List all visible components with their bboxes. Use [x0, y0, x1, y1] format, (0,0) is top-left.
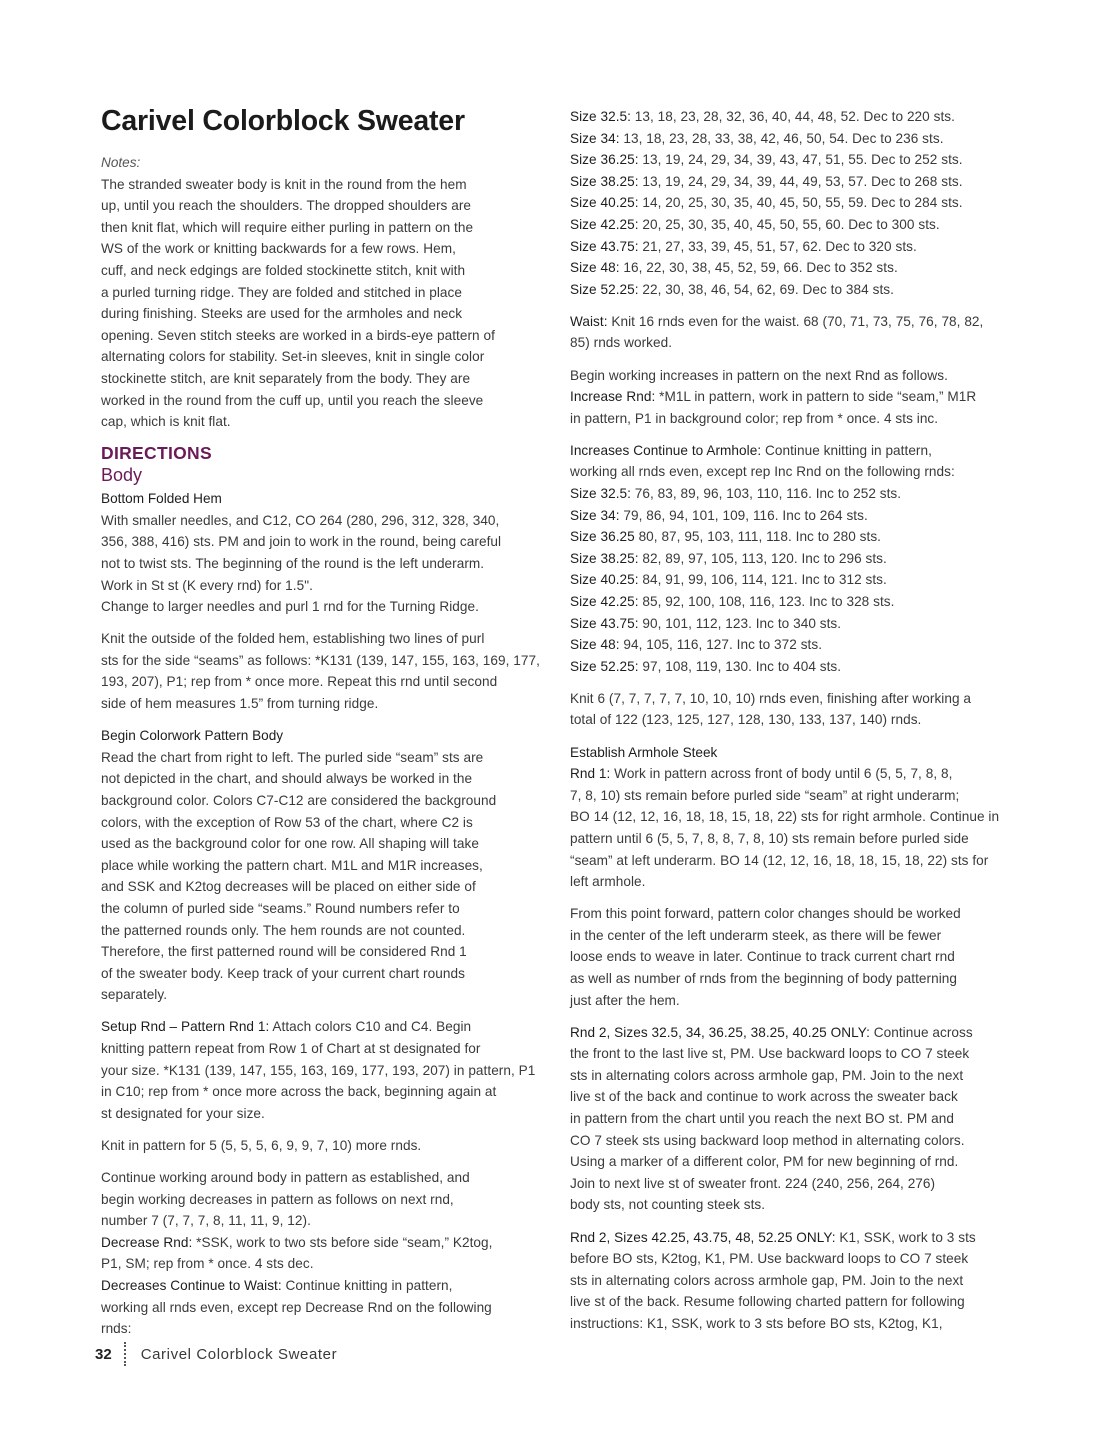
rnd1-label: Rnd 1: — [570, 766, 611, 782]
rnd1-line: pattern until 6 (5, 5, 7, 8, 8, 7, 8, 10) sts remain before purled side — [570, 830, 969, 846]
increase-rnd-line: in pattern, P1 in background color; rep from * once. 4 sts inc. — [570, 410, 939, 426]
rnd2a-label: Rnd 2, Sizes 32.5, 34, 36.25, 38.25, 40.25 ONLY: — [570, 1024, 870, 1040]
size-values: 13, 19, 24, 29, 34, 39, 43, 47, 51, 55. Dec to 252 sts. — [638, 152, 963, 168]
size-label: Size 43.75: — [570, 615, 639, 631]
rnd1-line: 7, 8, 10) sts remain before purled side “seam” at right underarm; — [570, 787, 960, 803]
size-values: 14, 20, 25, 30, 35, 40, 45, 50, 55, 59. Dec to 284 sts. — [638, 195, 963, 211]
size-values: 13, 18, 23, 28, 33, 38, 42, 46, 50, 54. Dec to 236 sts. — [619, 130, 944, 146]
left-column — [101, 104, 539, 1340]
colorwork-line: the column of purled side “seams.” Round numbers refer to — [101, 900, 460, 916]
colorwork-line: colors, with the exception of Row 53 of the chart, where C2 is — [101, 814, 473, 830]
decrease-rnd-label: Decrease Rnd: — [101, 1234, 193, 1250]
notes-line: during finishing. Steeks are used for the armholes and neck — [101, 306, 463, 322]
footer-title: Carivel Colorblock Sweater — [140, 1345, 338, 1363]
rnd2b-line: instructions: K1, SSK, work to 3 sts before BO sts, K2tog, K1, — [570, 1315, 943, 1331]
size-label: Size 34: — [570, 507, 620, 523]
increase-rnd-label: Increase Rnd: — [570, 389, 656, 405]
size-values: 97, 108, 119, 130. Inc to 404 sts. — [638, 658, 842, 674]
colorwork-line: not depicted in the chart, and should always be worked in the — [101, 771, 473, 787]
waist-text: Knit 16 rnds even for the waist. 68 (70, 71, 73, 75, 76, 78, 82, — [607, 313, 984, 329]
rnd2a-line: sts in alternating colors across armhole gap, PM. Join to the next — [570, 1067, 964, 1083]
outside-hem-line: side of hem measures 1.5” from turning ridge. — [101, 696, 379, 712]
decreases-waist-line: working all rnds even, except rep Decrease Rnd on the following — [101, 1299, 492, 1315]
dec-size-row — [570, 149, 1010, 171]
size-values: 84, 91, 99, 106, 114, 121. Inc to 312 sts. — [638, 572, 887, 588]
notes-line: cuff, and neck edgings are folded stockinette stitch, knit with — [101, 262, 466, 278]
inc-size-row — [570, 634, 1010, 656]
colorwork-line: used as the background color for one row. All shaping will take — [101, 836, 479, 852]
waist-line: 85) rnds worked. — [570, 335, 673, 351]
forward-line: just after the hem. — [570, 992, 680, 1008]
colorwork-line: background color. Colors C7-C12 are considered the background — [101, 792, 497, 808]
dec-size-row — [570, 128, 1010, 150]
setup-line: your size. *K131 (139, 147, 155, 163, 169, 177, 193, 207) in pattern, P1 — [101, 1062, 536, 1078]
rnd2a-line: body sts, not counting steek sts. — [570, 1197, 766, 1213]
dec-size-row — [570, 257, 1010, 279]
increase-intro: Begin working increases in pattern on the next Rnd as follows. — [570, 367, 948, 383]
decrease-rnd-line — [101, 1232, 539, 1254]
size-label: Size 38.25: — [570, 173, 639, 189]
rnd2b-label: Rnd 2, Sizes 42.25, 43.75, 48, 52.25 ONLY: — [570, 1229, 836, 1245]
notes-paragraph — [101, 174, 539, 433]
inc-armhole-paragraph — [570, 440, 1010, 678]
size-label: Size 43.75: — [570, 238, 639, 254]
armhole-heading: Establish Armhole Steek — [570, 744, 718, 760]
rnd2b-line: sts in alternating colors across armhole gap, PM. Join to the next — [570, 1272, 964, 1288]
rnd2a-line: CO 7 steek sts using backward loop method in alternating colors. — [570, 1132, 965, 1148]
notes-line: opening. Seven stitch steeks are worked in a birds-eye pattern of — [101, 327, 495, 343]
decrease-rnd-text: *SSK, work to two sts before side “seam,” K2tog, — [192, 1234, 493, 1250]
size-label: Size 52.25: — [570, 281, 639, 297]
size-values: 21, 27, 33, 39, 45, 51, 57, 62. Dec to 320 sts. — [638, 238, 917, 254]
colorwork-heading: Begin Colorwork Pattern Body — [101, 728, 284, 744]
hem-paragraph — [101, 510, 539, 618]
hem-line: 356, 388, 416) sts. PM and join to work in the round, being careful — [101, 534, 502, 550]
outside-hem-line: sts for the side “seams” as follows: *K131 (139, 147, 155, 163, 169, 177, — [101, 652, 540, 668]
colorwork-line: Therefore, the first patterned round will be considered Rnd 1 — [101, 944, 467, 960]
decreases-waist-line: rnds: — [101, 1321, 132, 1337]
inc-armhole-label: Increases Continue to Armhole: — [570, 442, 762, 458]
hem-line: With smaller needles, and C12, CO 264 (280, 296, 312, 328, 340, — [101, 512, 500, 528]
rnd1-paragraph — [570, 763, 1010, 893]
size-values: 94, 105, 116, 127. Inc to 372 sts. — [619, 637, 823, 653]
size-values: 13, 19, 24, 29, 34, 39, 44, 49, 53, 57. Dec to 268 sts. — [638, 173, 963, 189]
colorwork-line: separately. — [101, 987, 168, 1003]
size-label: Size 42.25: — [570, 593, 639, 609]
setup-line: st designated for your size. — [101, 1105, 265, 1121]
colorwork-paragraph — [101, 747, 539, 1006]
dec-size-row — [570, 279, 1010, 301]
continue-line: Continue working around body in pattern as established, and — [101, 1169, 470, 1185]
notes-line: alternating colors for stability. Set-in sleeves, knit in single color — [101, 349, 485, 365]
forward-line: in the center of the left underarm steek, as there will be fewer — [570, 927, 942, 943]
rnd2a-text: Continue across — [869, 1024, 973, 1040]
page-number: 32 — [95, 1345, 112, 1363]
size-values: 79, 86, 94, 101, 109, 116. Inc to 264 sts. — [619, 507, 868, 523]
forward-line: From this point forward, pattern color changes should be worked — [570, 906, 961, 922]
size-values: 82, 89, 97, 105, 113, 120. Inc to 296 sts. — [638, 550, 887, 566]
decrease-block — [101, 1167, 539, 1340]
hem-line: not to twist sts. The beginning of the round is the left underarm. — [101, 556, 485, 571]
size-values: 13, 18, 23, 28, 32, 36, 40, 44, 48, 52. Dec to 220 sts. — [630, 109, 955, 124]
decrease-rnd-line: P1, SM; rep from * once. 4 sts dec. — [101, 1256, 314, 1272]
rnd1-line: “seam” at left underarm. BO 14 (12, 12, 16, 18, 18, 15, 18, 22) sts for — [570, 852, 989, 868]
rnd2b-line: before BO sts, K2tog, K1, PM. Use backward loops to CO 7 steek — [570, 1251, 969, 1267]
inc-armhole-line: working all rnds even, except rep Inc Rnd on the following rnds: — [570, 464, 955, 480]
size-label: Size 34: — [570, 130, 620, 146]
outside-hem-paragraph — [101, 628, 539, 714]
notes-label: Notes: — [101, 155, 141, 170]
colorwork-line: of the sweater body. Keep track of your current chart rounds — [101, 965, 465, 981]
size-values: 22, 30, 38, 46, 54, 62, 69. Dec to 384 sts. — [638, 281, 894, 297]
size-values: 76, 83, 89, 96, 103, 110, 116. Inc to 252 sts. — [630, 486, 902, 501]
rnd2a-line: Using a marker of a different color, PM for new beginning of rnd. — [570, 1154, 959, 1170]
rnd1-line: BO 14 (12, 12, 16, 18, 18, 15, 18, 22) sts for right armhole. Continue in — [570, 809, 1000, 825]
rnd1-line: left armhole. — [570, 874, 646, 890]
decreases-waist-label: Decreases Continue to Waist: — [101, 1277, 282, 1293]
size-label: Size 36.25 — [570, 529, 635, 545]
waist-line — [570, 311, 1010, 333]
knit-pattern-line: Knit in pattern for 5 (5, 5, 5, 6, 9, 9, 7, 10) more rnds. — [101, 1137, 422, 1153]
continue-line: number 7 (7, 7, 7, 8, 11, 11, 9, 12). — [101, 1213, 311, 1229]
forward-line: as well as number of rnds from the beginning of body patterning — [570, 970, 958, 986]
rnd2a-line — [570, 1022, 1010, 1044]
setup-text: Attach colors C10 and C4. Begin — [269, 1019, 472, 1035]
increase-rnd-text: *M1L in pattern, work in pattern to side “seam,” M1R — [655, 389, 977, 405]
size-values: 85, 92, 100, 108, 116, 123. Inc to 328 sts. — [638, 593, 895, 609]
colorwork-line: Read the chart from right to left. The purled side “seam” sts are — [101, 749, 484, 765]
notes-line: WS of the work or knitting backwards for a few rows. Hem, — [101, 241, 456, 257]
right-column — [570, 106, 1010, 1334]
size-label: Size 48: — [570, 260, 620, 276]
forward-line: loose ends to weave in later. Continue to track current chart rnd — [570, 949, 955, 965]
setup-line: in C10; rep from * once more across the back, beginning again at — [101, 1084, 497, 1100]
size-values: 16, 22, 30, 38, 45, 52, 59, 66. Dec to 352 sts. — [619, 260, 898, 276]
increase-rnd-line — [570, 386, 1010, 408]
size-label: Size 32.5: — [570, 486, 631, 501]
inc-armhole-text: Continue knitting in pattern, — [761, 442, 932, 458]
inc-size-row — [570, 591, 1010, 613]
dec-size-row — [570, 214, 1010, 236]
setup-paragraph — [101, 1016, 539, 1124]
rnd2b-paragraph — [570, 1227, 1010, 1335]
size-label: Size 38.25: — [570, 550, 639, 566]
increase-paragraph — [570, 365, 1010, 430]
size-label: Size 52.25: — [570, 658, 639, 674]
waist-label: Waist: — [570, 313, 608, 329]
decreases-waist-line — [101, 1275, 539, 1297]
page-footer — [95, 1341, 337, 1367]
notes-line: up, until you reach the shoulders. The dropped shoulders are — [101, 198, 472, 214]
inc-size-row — [570, 483, 1010, 505]
rnd2a-line: live st of the back and continue to work across the sweater back — [570, 1089, 958, 1105]
rnd2b-line — [570, 1227, 1010, 1249]
inc-size-row — [570, 548, 1010, 570]
outside-hem-line: Knit the outside of the folded hem, establishing two lines of purl — [101, 631, 485, 647]
forward-paragraph — [570, 903, 1010, 1011]
dec-sizes-list — [570, 106, 1010, 300]
notes-line: The stranded sweater body is knit in the round from the hem — [101, 176, 467, 192]
notes-line: a purled turning ridge. They are folded and stitched in place — [101, 284, 463, 300]
dec-size-row — [570, 106, 1010, 128]
rnd1-line — [570, 763, 1010, 785]
size-label: Size 40.25: — [570, 572, 639, 588]
knit6-paragraph — [570, 688, 1010, 731]
hem-line: Work in St st (K every rnd) for 1.5". — [101, 577, 313, 593]
rnd2a-paragraph — [570, 1022, 1010, 1216]
setup-label: Setup Rnd – Pattern Rnd 1: — [101, 1019, 270, 1035]
inc-size-row — [570, 613, 1010, 635]
colorwork-line: place while working the pattern chart. M1L and M1R increases, — [101, 857, 483, 873]
inc-armhole-line — [570, 440, 1010, 462]
notes-line: worked in the round from the cuff up, until you reach the sleeve — [101, 392, 484, 408]
outside-hem-line: 193, 207), P1; rep from * once more. Repeat this rnd until second — [101, 674, 498, 690]
colorwork-line: and SSK and K2tog decreases will be placed on either side of — [101, 879, 476, 895]
waist-paragraph — [570, 311, 1010, 354]
rnd2a-line: in pattern from the chart until you reach the next BO st. PM and — [570, 1111, 955, 1127]
size-values: 90, 101, 112, 123. Inc to 340 sts. — [638, 615, 842, 631]
size-label: Size 42.25: — [570, 216, 639, 232]
notes-line: stockinette stitch, are knit separately from the body. They are — [101, 370, 471, 386]
rnd2b-line: live st of the back. Resume following charted pattern for following — [570, 1294, 965, 1310]
knit6-line: Knit 6 (7, 7, 7, 7, 7, 10, 10, 10) rnds even, finishing after working a — [570, 690, 972, 706]
notes-line: then knit flat, which will require either purling in pattern on the — [101, 219, 474, 235]
directions-heading: DIRECTIONS — [101, 443, 212, 464]
rnd1-text: Work in pattern across front of body until 6 (5, 5, 7, 8, 8, — [610, 766, 953, 782]
knit-pattern-paragraph — [101, 1135, 539, 1157]
rnd2b-text: K1, SSK, work to 3 sts — [835, 1229, 976, 1245]
hem-line: Change to larger needles and purl 1 rnd for the Turning Ridge. — [101, 599, 479, 615]
footer-divider — [124, 1342, 127, 1366]
size-label: Size 32.5: — [570, 109, 631, 124]
setup-line — [101, 1016, 539, 1038]
setup-line: knitting pattern repeat from Row 1 of Chart at st designated for — [101, 1040, 481, 1056]
inc-size-row — [570, 569, 1010, 591]
dec-size-row — [570, 236, 1010, 258]
body-heading: Body — [101, 465, 143, 486]
colorwork-line: the patterned rounds only. The hem rounds are not counted. — [101, 922, 466, 938]
size-values: 80, 87, 95, 103, 111, 118. Inc to 280 sts. — [634, 529, 882, 545]
rnd2a-line: the front to the last live st, PM. Use backward loops to CO 7 steek — [570, 1046, 970, 1062]
size-label: Size 48: — [570, 637, 620, 653]
decreases-waist-text: Continue knitting in pattern, — [281, 1277, 453, 1293]
inc-size-row — [570, 505, 1010, 527]
inc-size-row — [570, 656, 1010, 678]
size-values: 20, 25, 30, 35, 40, 45, 50, 55, 60. Dec to 300 sts. — [638, 216, 940, 232]
continue-line: begin working decreases in pattern as follows on next rnd, — [101, 1191, 454, 1207]
size-label: Size 36.25: — [570, 152, 639, 168]
notes-line: cap, which is knit flat. — [101, 414, 231, 430]
knit6-line: total of 122 (123, 125, 127, 128, 130, 133, 137, 140) rnds. — [570, 712, 922, 728]
size-label: Size 40.25: — [570, 195, 639, 211]
hem-heading: Bottom Folded Hem — [101, 491, 222, 507]
rnd2a-line: Join to next live st of sweater front. 224 (240, 256, 264, 276) — [570, 1175, 936, 1191]
dec-size-row — [570, 171, 1010, 193]
page-title: Carivel Colorblock Sweater — [101, 105, 465, 137]
dec-size-row — [570, 192, 1010, 214]
inc-size-row — [570, 526, 1010, 548]
